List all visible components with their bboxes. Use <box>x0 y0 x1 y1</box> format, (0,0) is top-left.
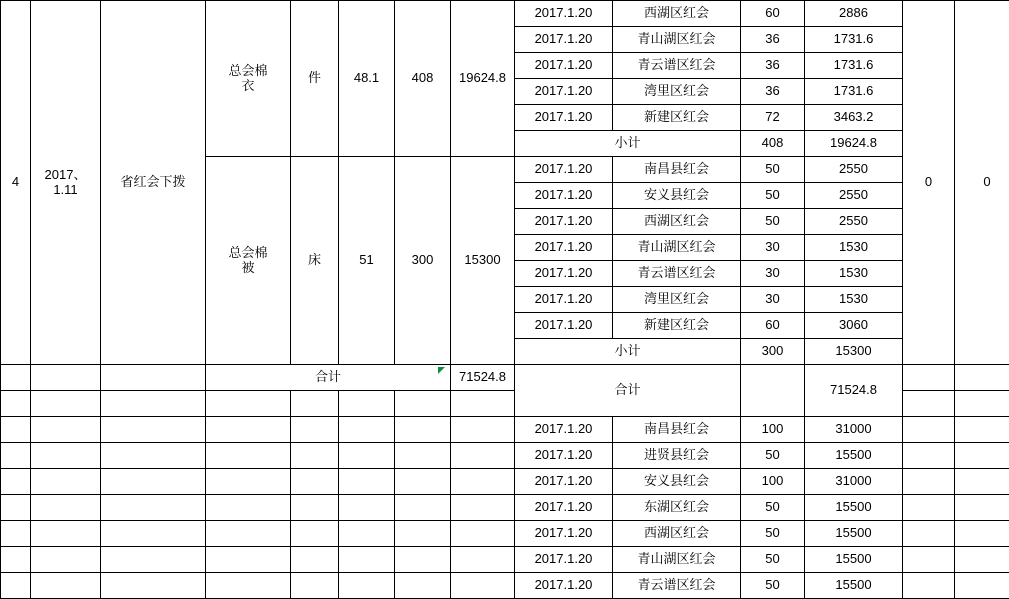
cell-empty <box>31 469 101 495</box>
cell-sub-qty: 50 <box>741 521 805 547</box>
cell-empty <box>101 521 206 547</box>
cell-receiver: 青云谱区红会 <box>613 573 741 599</box>
cell-empty <box>903 443 955 469</box>
cell-empty <box>955 521 1009 547</box>
cell-empty <box>206 573 291 599</box>
cell-empty <box>955 417 1009 443</box>
cell-empty <box>206 443 291 469</box>
cell-sub-date: 2017.1.20 <box>515 235 613 261</box>
cell-empty <box>1 391 31 417</box>
cell-empty <box>31 417 101 443</box>
cell-sub-qty: 30 <box>741 287 805 313</box>
table-row <box>1 495 1009 521</box>
cell-sub-qty: 50 <box>741 209 805 235</box>
cell-empty <box>101 547 206 573</box>
cell-sub-qty: 60 <box>741 313 805 339</box>
cell-total-right-label: 合计 <box>515 365 741 417</box>
cell-empty <box>903 495 955 521</box>
table-row-total <box>1 365 1009 391</box>
table-row <box>1 443 1009 469</box>
cell-empty <box>339 521 395 547</box>
cell-sub-date: 2017.1.20 <box>515 313 613 339</box>
cell-sub-qty: 36 <box>741 53 805 79</box>
cell-empty <box>903 521 955 547</box>
cell-empty <box>206 469 291 495</box>
cell-empty <box>451 469 515 495</box>
cell-sub-qty: 100 <box>741 469 805 495</box>
cell-sub-date: 2017.1.20 <box>515 183 613 209</box>
cell-empty <box>903 417 955 443</box>
cell-empty <box>955 443 1009 469</box>
cell-sub-date: 2017.1.20 <box>515 209 613 235</box>
cell-empty <box>395 417 451 443</box>
cell-empty <box>291 443 339 469</box>
cell-receiver: 西湖区红会 <box>613 209 741 235</box>
cell-sub-date: 2017.1.20 <box>515 417 613 443</box>
table-row <box>1 547 1009 573</box>
cell-sub-qty: 36 <box>741 27 805 53</box>
cell-total-right-amount: 71524.8 <box>805 365 903 417</box>
cell-empty <box>31 391 101 417</box>
cell-empty <box>291 469 339 495</box>
cell-empty <box>903 391 955 417</box>
cell-total-label: 合计 <box>206 365 451 391</box>
cell-empty <box>339 469 395 495</box>
cell-price-1: 48.1 <box>339 1 395 157</box>
cell-date-range: 2017、 1.11 <box>31 1 101 365</box>
cell-sub-date: 2017.1.20 <box>515 521 613 547</box>
cell-right-value-b: 0 <box>955 1 1009 365</box>
cell-sub-date: 2017.1.20 <box>515 157 613 183</box>
cell-empty <box>955 469 1009 495</box>
cell-sub-amount: 1530 <box>805 235 903 261</box>
cell-empty <box>451 495 515 521</box>
cell-empty <box>395 443 451 469</box>
cell-empty <box>101 495 206 521</box>
table-row <box>1 469 1009 495</box>
cell-receiver: 西湖区红会 <box>613 1 741 27</box>
cell-receiver: 南昌县红会 <box>613 157 741 183</box>
cell-receiver: 青云谱区红会 <box>613 261 741 287</box>
cell-sub-date: 2017.1.20 <box>515 27 613 53</box>
table-row <box>1 521 1009 547</box>
cell-empty <box>339 417 395 443</box>
cell-empty <box>101 443 206 469</box>
cell-empty <box>395 391 451 417</box>
cell-total-amount: 71524.8 <box>451 365 515 391</box>
cell-empty <box>291 521 339 547</box>
cell-empty <box>339 391 395 417</box>
cell-empty <box>451 547 515 573</box>
cell-sub-date: 2017.1.20 <box>515 105 613 131</box>
cell-empty <box>451 417 515 443</box>
cell-empty <box>1 495 31 521</box>
cell-sub-qty: 50 <box>741 183 805 209</box>
cell-empty <box>206 547 291 573</box>
cell-sub-qty: 100 <box>741 417 805 443</box>
cell-sub-amount: 15500 <box>805 495 903 521</box>
cell-sub-amount: 2550 <box>805 209 903 235</box>
cell-sub-qty: 50 <box>741 495 805 521</box>
cell-receiver: 湾里区红会 <box>613 287 741 313</box>
cell-receiver: 青山湖区红会 <box>613 547 741 573</box>
cell-empty <box>955 573 1009 599</box>
cell-empty <box>903 469 955 495</box>
cell-sub-date: 2017.1.20 <box>515 53 613 79</box>
cell-empty <box>451 443 515 469</box>
cell-empty <box>291 573 339 599</box>
cell-empty <box>451 521 515 547</box>
cell-empty <box>206 521 291 547</box>
cell-empty <box>451 573 515 599</box>
cell-sub-amount: 15500 <box>805 521 903 547</box>
cell-empty <box>1 573 31 599</box>
cell-empty <box>903 573 955 599</box>
cell-item-name-1: 总会棉 衣 <box>206 1 291 157</box>
cell-sub-amount: 2886 <box>805 1 903 27</box>
cell-empty <box>206 417 291 443</box>
cell-sub-qty: 60 <box>741 1 805 27</box>
cell-empty <box>903 365 955 391</box>
cell-empty <box>1 443 31 469</box>
cell-empty <box>31 547 101 573</box>
cell-sub-qty: 50 <box>741 547 805 573</box>
cell-receiver: 青山湖区红会 <box>613 235 741 261</box>
cell-subtotal-label: 小计 <box>515 339 741 365</box>
cell-empty <box>903 547 955 573</box>
cell-sub-date: 2017.1.20 <box>515 443 613 469</box>
cell-subtotal-qty: 300 <box>741 339 805 365</box>
cell-empty <box>31 521 101 547</box>
table-row <box>1 1 1009 27</box>
cell-receiver: 安义县红会 <box>613 183 741 209</box>
cell-receiver: 青云谱区红会 <box>613 53 741 79</box>
cell-sub-qty: 50 <box>741 157 805 183</box>
cell-sub-date: 2017.1.20 <box>515 287 613 313</box>
cell-empty <box>101 573 206 599</box>
cell-subtotal-amount: 19624.8 <box>805 131 903 157</box>
cell-empty <box>339 573 395 599</box>
cell-empty <box>101 469 206 495</box>
cell-subtotal-qty: 408 <box>741 131 805 157</box>
cell-empty <box>1 521 31 547</box>
cell-sub-amount: 15500 <box>805 547 903 573</box>
table-row <box>1 573 1009 599</box>
cell-amount-2: 15300 <box>451 157 515 365</box>
cell-empty <box>395 495 451 521</box>
cell-sub-amount: 2550 <box>805 157 903 183</box>
cell-empty <box>31 443 101 469</box>
cell-empty <box>1 365 31 391</box>
cell-sub-date: 2017.1.20 <box>515 79 613 105</box>
cell-empty <box>291 547 339 573</box>
cell-empty <box>395 469 451 495</box>
cell-sub-qty: 30 <box>741 235 805 261</box>
cell-receiver: 青山湖区红会 <box>613 27 741 53</box>
cell-sub-qty: 30 <box>741 261 805 287</box>
cell-sub-amount: 31000 <box>805 417 903 443</box>
cell-empty <box>31 495 101 521</box>
cell-sub-qty: 50 <box>741 573 805 599</box>
cell-sub-amount: 1731.6 <box>805 79 903 105</box>
cell-sub-amount: 3463.2 <box>805 105 903 131</box>
cell-empty <box>291 391 339 417</box>
cell-unit-1: 件 <box>291 1 339 157</box>
cell-empty <box>395 521 451 547</box>
cell-receiver: 新建区红会 <box>613 105 741 131</box>
cell-receiver: 西湖区红会 <box>613 521 741 547</box>
cell-empty <box>395 547 451 573</box>
cell-empty <box>31 365 101 391</box>
cell-sub-date: 2017.1.20 <box>515 573 613 599</box>
cell-receiver: 东湖区红会 <box>613 495 741 521</box>
cell-sub-amount: 1530 <box>805 261 903 287</box>
cell-empty <box>339 495 395 521</box>
cell-empty <box>955 365 1009 391</box>
cell-empty <box>339 443 395 469</box>
cell-empty <box>101 365 206 391</box>
cell-empty <box>451 391 515 417</box>
cell-comment-marker <box>438 367 445 374</box>
cell-sub-amount: 1731.6 <box>805 27 903 53</box>
cell-qty-1: 408 <box>395 1 451 157</box>
cell-item-name-2: 总会棉 被 <box>206 157 291 365</box>
cell-sub-date: 2017.1.20 <box>515 469 613 495</box>
cell-receiver: 进贤县红会 <box>613 443 741 469</box>
cell-empty <box>206 391 291 417</box>
cell-empty <box>206 495 291 521</box>
cell-receiver: 湾里区红会 <box>613 79 741 105</box>
cell-unit-2: 床 <box>291 157 339 365</box>
cell-amount-1: 19624.8 <box>451 1 515 157</box>
cell-sub-amount: 31000 <box>805 469 903 495</box>
cell-empty <box>741 365 805 417</box>
cell-sub-amount: 2550 <box>805 183 903 209</box>
cell-source: 省红会下拨 <box>101 1 206 365</box>
cell-sub-amount: 3060 <box>805 313 903 339</box>
cell-sub-qty: 72 <box>741 105 805 131</box>
cell-sub-date: 2017.1.20 <box>515 547 613 573</box>
cell-empty <box>395 573 451 599</box>
cell-empty <box>101 417 206 443</box>
cell-empty <box>101 391 206 417</box>
cell-empty <box>339 547 395 573</box>
cell-empty <box>291 417 339 443</box>
cell-sub-amount: 15500 <box>805 443 903 469</box>
cell-qty-2: 300 <box>395 157 451 365</box>
cell-empty <box>955 495 1009 521</box>
cell-subtotal-label: 小计 <box>515 131 741 157</box>
cell-sub-amount: 1530 <box>805 287 903 313</box>
cell-row-index: 4 <box>1 1 31 365</box>
cell-empty <box>31 573 101 599</box>
cell-empty <box>955 391 1009 417</box>
cell-receiver: 安义县红会 <box>613 469 741 495</box>
cell-receiver: 南昌县红会 <box>613 417 741 443</box>
cell-price-2: 51 <box>339 157 395 365</box>
cell-sub-amount: 15500 <box>805 573 903 599</box>
cell-empty <box>291 495 339 521</box>
cell-sub-date: 2017.1.20 <box>515 261 613 287</box>
cell-sub-date: 2017.1.20 <box>515 1 613 27</box>
cell-empty <box>1 469 31 495</box>
cell-sub-qty: 50 <box>741 443 805 469</box>
cell-empty <box>1 547 31 573</box>
cell-subtotal-amount: 15300 <box>805 339 903 365</box>
cell-empty <box>1 417 31 443</box>
cell-right-value-a: 0 <box>903 1 955 365</box>
cell-empty <box>955 547 1009 573</box>
cell-receiver: 新建区红会 <box>613 313 741 339</box>
cell-sub-qty: 36 <box>741 79 805 105</box>
table-row <box>1 417 1009 443</box>
cell-sub-date: 2017.1.20 <box>515 495 613 521</box>
cell-sub-amount: 1731.6 <box>805 53 903 79</box>
